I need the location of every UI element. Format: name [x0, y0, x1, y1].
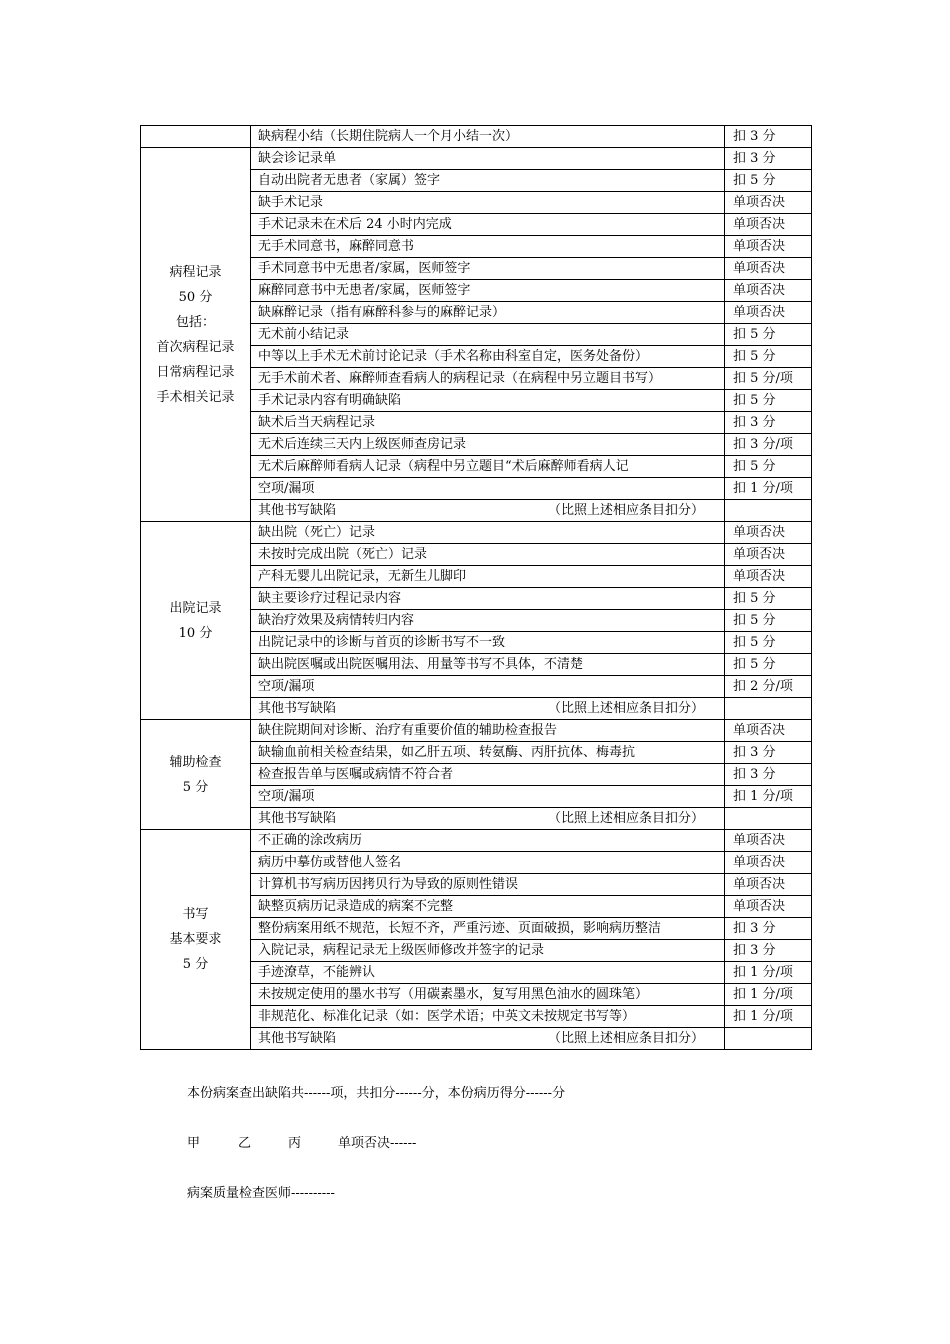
row-score: 扣 2 分/项	[725, 676, 812, 698]
row-item-cell	[251, 610, 725, 632]
row-score: 扣 3 分	[725, 126, 812, 148]
row-item: 整份病案用纸不规范，长短不齐，严重污迹、页面破损，影响病历整洁	[258, 921, 662, 936]
row-item: 缺病程小结（长期住院病人一个月小结一次）	[251, 126, 725, 148]
row-item: 其他书写缺陷	[258, 503, 337, 518]
row-item: 手术记录内容有明确缺陷	[258, 393, 402, 408]
row-score: 扣 1 分/项	[725, 478, 812, 500]
row-item: 出院记录中的诊断与首页的诊断书写不一致	[258, 635, 506, 650]
row-score: 单项否决	[725, 258, 812, 280]
row-item-cell	[251, 676, 725, 698]
row-item: 无手术前术者、麻醉师查看病人的病程记录（在病程中另立题目书写）	[258, 371, 662, 386]
category-label-line: 50 分	[178, 289, 213, 305]
row-score: 单项否决	[725, 874, 812, 896]
row-item-cell	[251, 346, 725, 368]
row-item-cell	[251, 764, 725, 786]
category-label-line: 5 分	[182, 779, 209, 795]
row-score: 扣 3 分	[725, 918, 812, 940]
category-cell	[141, 720, 251, 830]
grade-a: 甲	[187, 1136, 201, 1151]
row-item: 缺出院（死亡）记录	[258, 525, 376, 540]
row-item-cell	[251, 522, 725, 544]
row-item-cell	[251, 632, 725, 654]
row-item: 手术同意书中无患者/家属，医师签字	[258, 261, 471, 276]
row-score: 单项否决	[725, 522, 812, 544]
row-item-cell	[251, 192, 725, 214]
row-item: 缺整页病历记录造成的病案不完整	[258, 899, 454, 914]
row-score: 单项否决	[725, 566, 812, 588]
inspector-line: 病案质量检查医师----------	[187, 1186, 335, 1201]
category-label-line: 辅助检查	[169, 754, 222, 770]
row-item: 缺麻醉记录（指有麻醉科参与的麻醉记录）	[258, 305, 506, 320]
row-score: 扣 3 分	[725, 764, 812, 786]
row-item: 无术后连续三天内上级医师查房记录	[258, 437, 467, 452]
row-item-note: （比照上述相应条目扣分）	[547, 1031, 704, 1046]
row-score: 单项否决	[725, 830, 812, 852]
row-item-cell	[251, 478, 725, 500]
row-item-cell	[251, 566, 725, 588]
row-item: 缺手术记录	[258, 195, 324, 210]
medical-record-score-table	[140, 125, 812, 1050]
row-score: 单项否决	[725, 192, 812, 214]
row-item-cell	[251, 896, 725, 918]
row-item: 检查报告单与医嘱或病情不符合者	[258, 767, 454, 782]
row-score: 单项否决	[725, 214, 812, 236]
category-label-line: 日常病程记录	[156, 364, 235, 380]
row-score: 单项否决	[725, 896, 812, 918]
row-item: 手术记录未在术后 24 小时内完成	[258, 217, 452, 232]
row-item: 缺会诊记录单	[258, 151, 337, 166]
row-score: 扣 3 分	[725, 742, 812, 764]
row-item-note: （比照上述相应条目扣分）	[547, 701, 704, 716]
category-label-line: 包括：	[175, 314, 215, 330]
row-item-cell	[251, 148, 725, 170]
category-cell	[141, 522, 251, 720]
row-item: 无术前小结记录	[258, 327, 350, 342]
row-score	[725, 808, 812, 830]
row-score: 单项否决	[725, 544, 812, 566]
row-item-cell	[251, 302, 725, 324]
row-score: 扣 1 分/项	[725, 962, 812, 984]
row-item-cell	[251, 720, 725, 742]
row-item: 其他书写缺陷	[258, 811, 337, 826]
row-item: 空项/漏项	[258, 679, 315, 694]
row-score	[725, 1028, 812, 1050]
category-cell-empty	[141, 126, 251, 148]
row-item: 中等以上手术无术前讨论记录（手术名称由科室自定，医务处备份）	[258, 349, 649, 364]
row-item: 病历中摹仿或替他人签名	[258, 855, 402, 870]
row-item-cell	[251, 368, 725, 390]
row-item: 缺输血前相关检查结果，如乙肝五项、转氨酶、丙肝抗体、梅毒抗	[258, 745, 636, 760]
row-item: 缺住院期间对诊断、治疗有重要价值的辅助检查报告	[258, 723, 558, 738]
row-item: 缺术后当天病程记录	[258, 415, 376, 430]
category-label-line: 书写	[182, 907, 209, 922]
row-score: 单项否决	[725, 280, 812, 302]
row-item-cell	[251, 698, 725, 720]
row-item: 无手术同意书，麻醉同意书	[258, 239, 415, 254]
row-item: 入院记录，病程记录无上级医师修改并签字的记录	[258, 943, 545, 958]
row-score: 单项否决	[725, 852, 812, 874]
grade-c: 丙	[288, 1136, 302, 1151]
row-score	[725, 500, 812, 522]
row-score: 扣 3 分	[725, 940, 812, 962]
row-item: 非规范化、标准化记录（如：医学术语；中英文未按规定书写等）	[258, 1009, 636, 1024]
category-label-line: 出院记录	[169, 600, 222, 616]
row-item: 缺主要诊疗过程记录内容	[258, 591, 402, 606]
row-item-cell	[251, 170, 725, 192]
row-item: 手迹潦草，不能辨认	[258, 965, 376, 980]
row-item: 缺出院医嘱或出院医嘱用法、用量等书写不具体，不清楚	[258, 657, 584, 672]
category-label-line: 基本要求	[169, 932, 222, 947]
row-score: 扣 5 分	[725, 588, 812, 610]
row-item: 空项/漏项	[258, 789, 315, 804]
score-table-container	[140, 125, 811, 1050]
row-item: 自动出院者无患者（家属）签字	[258, 173, 441, 188]
row-item-cell	[251, 456, 725, 478]
row-item-cell	[251, 258, 725, 280]
category-label-line: 首次病程记录	[156, 339, 235, 355]
category-cell	[141, 148, 251, 522]
category-label-line: 5 分	[182, 957, 209, 972]
row-score: 扣 5 分	[725, 456, 812, 478]
row-score: 扣 1 分/项	[725, 786, 812, 808]
row-item-note: （比照上述相应条目扣分）	[547, 503, 704, 518]
table-row	[141, 148, 812, 170]
row-item-cell	[251, 544, 725, 566]
row-item-cell	[251, 412, 725, 434]
category-cell	[141, 830, 251, 1050]
row-score: 扣 1 分/项	[725, 1006, 812, 1028]
table-row	[141, 522, 812, 544]
row-score: 扣 5 分	[725, 390, 812, 412]
row-item-cell	[251, 918, 725, 940]
row-score: 单项否决	[725, 302, 812, 324]
defect-summary-line: 本份病案查出缺陷共------项，共扣分------分，本份病历得分------分	[187, 1086, 566, 1101]
row-item-cell	[251, 654, 725, 676]
row-item-cell	[251, 742, 725, 764]
category-label-line: 10 分	[178, 625, 213, 641]
row-item-cell	[251, 874, 725, 896]
category-label-line: 病程记录	[169, 264, 222, 280]
row-score: 扣 5 分/项	[725, 368, 812, 390]
row-item-cell	[251, 852, 725, 874]
row-item-cell	[251, 830, 725, 852]
row-item-note: （比照上述相应条目扣分）	[547, 811, 704, 826]
row-item-cell	[251, 786, 725, 808]
grade-line	[187, 1132, 416, 1151]
row-score: 扣 3 分/项	[725, 434, 812, 456]
row-item: 产科无婴儿出院记录，无新生儿脚印	[258, 569, 467, 584]
row-item-cell	[251, 500, 725, 522]
row-score: 扣 3 分	[725, 412, 812, 434]
row-score: 扣 5 分	[725, 324, 812, 346]
row-score: 扣 5 分	[725, 654, 812, 676]
row-item: 无术后麻醉师看病人记录（病程中另立题目“术后麻醉师看病人记	[258, 459, 629, 474]
row-item: 未按时完成出院（死亡）记录	[258, 547, 428, 562]
row-score: 单项否决	[725, 720, 812, 742]
row-item-cell	[251, 434, 725, 456]
table-row	[141, 126, 812, 148]
veto-count: 单项否决------	[338, 1136, 417, 1151]
row-score: 扣 5 分	[725, 610, 812, 632]
row-item-cell	[251, 984, 725, 1006]
row-score: 扣 3 分	[725, 148, 812, 170]
grade-b: 乙	[238, 1136, 252, 1151]
row-score: 扣 5 分	[725, 632, 812, 654]
row-item-cell	[251, 390, 725, 412]
row-item-cell	[251, 1006, 725, 1028]
row-item: 未按规定使用的墨水书写（用碳素墨水，复写用黑色油水的圆珠笔）	[258, 987, 649, 1002]
row-item-cell	[251, 940, 725, 962]
table-row	[141, 830, 812, 852]
row-score: 扣 1 分/项	[725, 984, 812, 1006]
row-item: 其他书写缺陷	[258, 701, 337, 716]
row-item: 不正确的涂改病历	[258, 833, 363, 848]
row-item-cell	[251, 236, 725, 258]
row-item: 计算机书写病历因拷贝行为导致的原则性错误	[258, 877, 519, 892]
row-item-cell	[251, 808, 725, 830]
row-item-cell	[251, 962, 725, 984]
row-item: 缺治疗效果及病情转归内容	[258, 613, 415, 628]
row-item: 空项/漏项	[258, 481, 315, 496]
row-item-cell	[251, 588, 725, 610]
row-item-cell	[251, 324, 725, 346]
row-score: 扣 5 分	[725, 346, 812, 368]
row-score: 单项否决	[725, 236, 812, 258]
row-score: 扣 5 分	[725, 170, 812, 192]
score-table-body	[141, 126, 812, 1050]
category-label-line: 手术相关记录	[156, 389, 235, 405]
row-item-cell	[251, 214, 725, 236]
row-item: 其他书写缺陷	[258, 1031, 337, 1046]
row-item: 麻醉同意书中无患者/家属，医师签字	[258, 283, 471, 298]
row-item-cell	[251, 280, 725, 302]
table-row	[141, 720, 812, 742]
row-item-cell	[251, 1028, 725, 1050]
row-score	[725, 698, 812, 720]
